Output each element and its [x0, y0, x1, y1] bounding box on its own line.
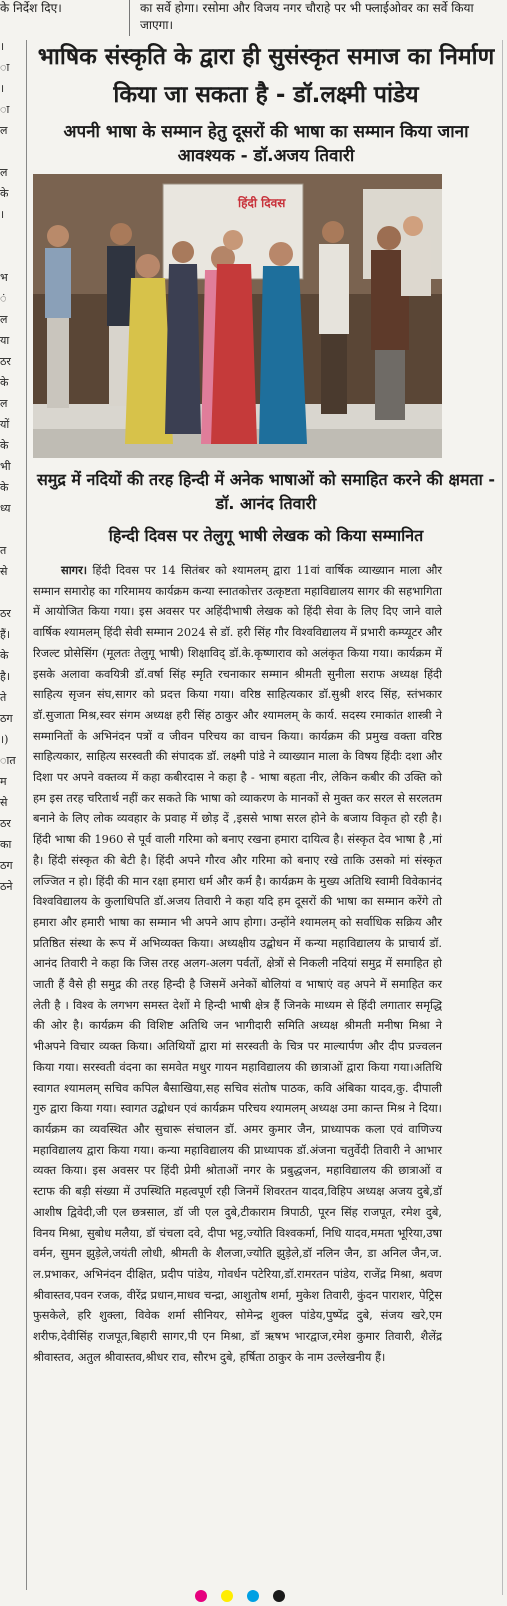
print-registration-marks: [195, 1587, 315, 1599]
left-column-fragment: ध्य: [0, 502, 11, 515]
left-column-fragment: से: [0, 565, 8, 578]
left-column-fragment: [0, 582, 22, 603]
left-column-fragment: है।: [0, 670, 11, 683]
left-column-fragment: के: [0, 187, 9, 200]
left-column-fragment: ठग: [0, 712, 13, 725]
left-column-fragment: ठने: [0, 880, 13, 893]
magenta-dot: [195, 1590, 207, 1602]
left-column-fragment: ल: [0, 397, 8, 410]
left-column-fragment: ा: [0, 103, 10, 116]
dateline-place: सागर।: [61, 563, 88, 577]
left-column-fragment: या: [0, 334, 10, 347]
column-divider-left: [26, 40, 27, 1590]
left-column-fragment: के: [0, 481, 9, 494]
left-column-fragment: ल: [0, 313, 8, 326]
left-column-fragment: हैं।: [0, 628, 11, 641]
page-edge: [502, 40, 503, 1595]
top-strip: [0, 0, 507, 36]
left-column-fragment: के: [0, 649, 9, 662]
left-column-fragment: ठर: [0, 355, 11, 368]
article-subtitle: हिन्दी दिवस पर तेलुगू भाषी लेखक को किया सम्मानित: [108, 526, 424, 545]
previous-article-fragment: के निर्देश दिए।: [0, 1, 62, 15]
left-column-fragment: म: [0, 775, 7, 788]
left-column-fragment: त: [0, 544, 7, 557]
article-subhead: अपनी भाषा के सम्मान हेतु दूसरों की भाषा का सम्मान किया जाना आवश्यक - डॉ.अजय तिवारी: [63, 122, 469, 166]
left-column-fragment: से: [0, 796, 8, 809]
adjacent-article-fragment: का सर्वे होगा। रसोमा और विजय नगर चौराहे पर भी फ्लाईओवर का सर्वे किया जाएगा।: [140, 1, 474, 32]
photo-caption: समुद्र में नदियों की तरह हिन्दी में अनेक भाषाओं को समाहित करने की क्षमता - डॉ. आनंद तिवारी: [36, 470, 496, 513]
left-column-fragment: ल: [0, 124, 8, 137]
left-column-fragment: [0, 519, 22, 540]
left-column-fragment: ा: [0, 61, 10, 74]
left-column-fragment: यों: [0, 418, 10, 431]
left-column-fragment: ात: [0, 754, 16, 767]
article-body-text: हिंदी दिवस पर 14 सितंबर को श्यामलम् द्वारा 11वां वार्षिक व्याख्यान माला और सम्मान समारोह का गरिमामय कार्यक्रम कन्या स्नातकोत्तर उत्कृष्टता महाविद्यालय सागर की सहभागिता में आयोजित किया गया। इस अवसर पर अहिंदीभाषी लेखक को हिंदी सेवा के लिए दिए जाने वाले वार्षिक श्यामलम् हिंदी सेवी सम्मान 2024 से डॉ. हरी सिंह गौर विश्वविद्यालय में प्रभारी कम्प्यूटर और रिजल्ट प्रोसेसिंग (मूलतः तेलुगू भाषी) शिक्षाविद् डॉ.के.कृष्णाराव को अलंकृत किया गया। कार्यक्रम में इसके अलावा कवयित्री डॉ.वर्षा सिंह स्मृति रचनाकार सम्मान श्रीमती सुनीला सराफ अध्यक्ष हिंदी साहित्य सृजन संघ,सागर को प्रदत्त किया गया। वरिष्ठ साहित्यकार डॉ.सुश्री शरद सिंह, स्तंभकार डॉ.सुजाता मिश्र,स्वर संगम अध्यक्ष हरी सिंह ठाकुर और श्यामलम् के कार्य. सदस्य रमाकांत शास्त्री ने सम्मानितों के अभिनंदन पत्रों व जीवन परिचय का वाचन किया। कार्यक्रम की प्रमुख वक्ता वरिष्ठ साहित्यकार, साहित्य सरस्वती की संपादक डॉ. लक्ष्मी पांडे ने व्याख्यान माला के विषय हिंदीः दशा और दिशा पर अपने वक्तव्य में कहा कबीरदास ने कहा है - भाषा बहता नीर, लेकिन कबीर की उक्ति को हम इस तरह चरितार्थ नहीं कर सकते कि भाषा को व्याकरण के मानकों से मुक्त कर सरल से सरलतम बनाने के लिए लोक व्यवहार के प्रवाह में छोड़ दें ,इससे भाषा सरल होने के बजाय विकृत हो रही है। हिंदी भाषा की 1960 से पूर्व वाली गरिमा को बनाए रखना हमारा दायित्व है। संस्कृत देव भाषा है ,मां है। हिंदी संस्कृत की बेटी है। हिंदी अपने गौरव और गरिमा को बनाए रखे ताकि उसको मां संस्कृत लज्जित न हो। हिंदी की मान रक्षा हमारा धर्म और कर्म है। कार्यक्रम के मुख्य अतिथि स्वामी विवेकानंद विश्वविद्यालय के कुलाधिपति डॉ.अजय तिवारी ने कहा यदि हम दूसरों की भाषा का सम्मान करेंगे तो हमारा और हमारी भाषा का सम्मान भी अपने आप होगा। उन्होंने श्यामलम् को सर्वाधिक सक्रिय और प्रतिष्ठित संस्था के रूप में अभिव्यक्त किया। अध्यक्षीय उद्बोधन में कन्या महाविद्यालय के प्राचार्य डॉ. आनंद तिवारी ने कहा कि जिस तरह अलग-अलग पर्वतों, क्षेत्रों से निकली नदियां समुद्र में समाहित हो जाती हैं वैसे ही समुद्र की तरह हिन्दी है जिसमें अनेकों बोलियां व भाषाएं वह अपने में समाहित कर लेती है । विश्व के लगभग समस्त देशों मे हिन्दी भाषी क्षेत्र हैं जिनके माध्यम से हिंदी लगातार समृद्धि की ओर है। कार्यक्रम की विशिष्ट अतिथि जन भागीदारी समिति अध्यक्ष श्रीमती मनीषा मिश्रा ने भीअपने विचार व्यक्त किया। अतिथियों द्वारा मां सरस्वती के चित्र पर माल्यार्पण और दीप प्रज्वलन किया गया। सरस्वती वंदना का समवेत मधुर गायन महाविद्यालय की छात्राओं द्वारा किया गया।अतिथि स्वागत श्यामलम् सचिव कपिल बैसाखिया,सह सचिव संतोष पाठक, कवि अंबिका यादव,कु. दीपाली गुरु द्वारा किया गया। स्वागत उद्बोधन एवं कार्यक्रम परिचय श्यामलम् अध्यक्ष उमा कान्त मिश्र ने दिया। कार्यक्रम का व्यवस्थित और सुचारू संचालन डॉ. अमर कुमार जैन, प्राध्यापक कला एवं वाणिज्य महाविद्यालय द्वारा किया गया। कन्या महाविद्यालय की प्राध्यापक डॉ.अंजना चतुर्वेदी तिवारी ने आभार व्यक्त किया। इस अवसर पर हिंदी प्रेमी श्रोताओं नगर के प्रबुद्धजन, महाविद्यालय की छात्राओं व स्टाफ की बड़ी संख्या में उपस्थिति महत्वपूर्ण रही जिनमें शिवरतन यादव,विहिप अध्यक्ष अजय दुबे,डॉ आशीष द्विवेदी,जी एल छत्रसाल, डॉ जी एल दुबे,टीकाराम त्रिपाठी, पूरन सिंह राजपूत, रमेश दुबे, विनय मिश्रा, सुबोध मलैया, डॉ चंचला दवे, दीपा भट्ट,ज्योति विश्वकर्मा, निधि यादव,ममता भूरिया,उषा वर्मन, सुमन झुड़ेले,जयंती लोधी, श्रीमती के शैलजा,ज्योति झुड़ेले,डॉ नलिन जैन, डा अनिल जैन,ज. ल.प्रभाकर, अभिनंदन दीक्षित, प्रदीप पांडेय, गोवर्धन पटेरिया,डॉ.रामरतन पांडेय, राजेंद्र मिश्रा, श्रवण श्रीवास्तव,पवन रजक, वीरेंद्र प्रधान,माधव चन्द्रा, आशुतोष शर्मा, मुकेश तिवारी, कुंदन पाराशर, पेट्रिस फुसकेले, हरि शुक्ला, विवेक शर्मा सीनियर, सोमेन्द्र शुक्ल पांडेय,पुष्पेंद्र दुबे, संजय खरे,एम शरीफ,देवीसिंह राजपूत,बिहारी सागर,पी एन मिश्रा, डॉ ऋषभ भारद्वाज,रमेश कुमार तिवारी, शैलेंद्र श्रीवास्तव, अतुल श्रीवास्तव,श्रीधर राव, सौरभ दुबे, हर्षिता ठाकुर के नाम उल्लेखनीय हैं।: [33, 563, 443, 1364]
news-article: [33, 38, 499, 1367]
left-column-fragment: [0, 246, 22, 267]
left-column-fragment: ।: [0, 82, 5, 95]
left-column-fragment: ं: [0, 292, 7, 305]
left-column-fragment: ठर: [0, 607, 11, 620]
left-column-fragment: ठग: [0, 859, 13, 872]
left-column-fragment: [0, 225, 22, 246]
left-column-fragment: ठर: [0, 817, 11, 830]
left-column-fragment: भी: [0, 460, 11, 473]
left-column-fragment: के: [0, 439, 9, 452]
black-dot: [273, 1590, 285, 1602]
event-photo-illustration: [33, 174, 442, 458]
left-column-fragment: का: [0, 838, 12, 851]
photo-banner-title: हिंदी दिवस: [238, 196, 286, 210]
left-column-fragment: ते: [0, 691, 7, 704]
article-headline: भाषिक संस्कृति के द्वारा ही सुसंस्कृत समाज का निर्माण किया जा सकता है - डॉ.लक्ष्मी पांडेय: [37, 44, 495, 108]
left-column-fragment: ल: [0, 166, 8, 179]
cyan-dot: [247, 1590, 259, 1602]
event-photo: [33, 174, 442, 458]
article-body: [33, 560, 442, 1367]
left-column-fragment: ।: [0, 208, 5, 221]
left-column-fragment: [0, 141, 22, 162]
left-column-fragment: ।): [0, 733, 9, 746]
left-column-fragment: ।: [0, 40, 5, 53]
column-divider: [129, 0, 130, 36]
left-column-fragment: के: [0, 376, 9, 389]
yellow-dot: [221, 1590, 233, 1602]
left-column-fragment: भ: [0, 271, 8, 284]
cut-off-left-column: [0, 36, 22, 1599]
